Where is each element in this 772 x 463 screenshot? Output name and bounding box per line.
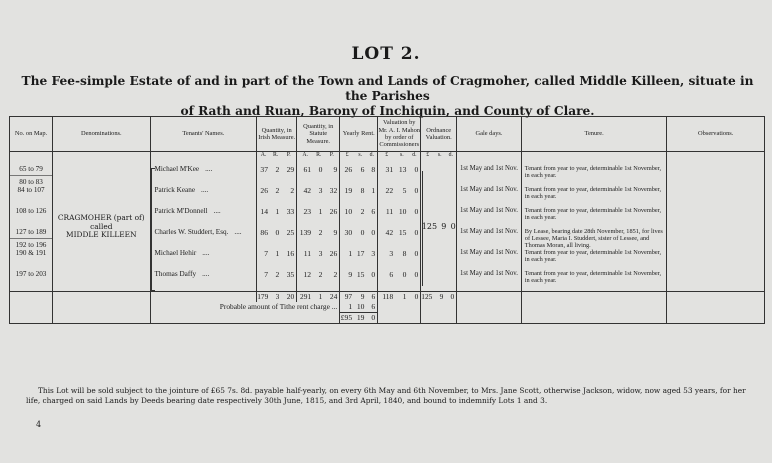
value-vd: 0 — [414, 207, 419, 216]
page-number: 4 — [36, 420, 42, 429]
value-vl: 31 — [378, 165, 395, 186]
value-rd: 6 — [371, 207, 376, 216]
total-rs: 9 — [354, 292, 366, 303]
value-rl: 9 — [340, 270, 354, 292]
value-rd: 3 — [371, 249, 376, 258]
leader-dots: .... — [205, 165, 213, 173]
unit-d: d. — [448, 152, 453, 158]
tenant-name-text: Thomas Daffy — [154, 270, 197, 278]
observations-cell — [667, 270, 765, 292]
net-s: 19 — [354, 312, 366, 324]
blank — [521, 312, 667, 324]
leader-dots: .... — [201, 186, 209, 194]
total-sp: 24 — [324, 292, 339, 303]
value-vs: 0 — [402, 270, 407, 279]
table-row — [10, 186, 765, 207]
total-od: 0 — [445, 292, 456, 303]
map-number: 84 to 107 — [17, 186, 45, 194]
leader-dots: .... — [234, 228, 242, 236]
value-rl: 10 — [340, 207, 354, 228]
total-ip: 20 — [281, 292, 296, 303]
blank — [53, 312, 150, 324]
value-sa: 12 — [297, 270, 313, 292]
observations-cell — [667, 186, 765, 207]
value-sa: 11 — [297, 249, 313, 270]
blank — [421, 302, 434, 312]
map-numbers — [10, 270, 53, 292]
map-numbers — [10, 165, 53, 186]
map-number: 80 to 83 — [10, 175, 52, 186]
value-rs: 2 — [360, 207, 365, 216]
tenant-name — [150, 207, 257, 228]
value-rs: 0 — [360, 228, 365, 237]
total-vd: 0 — [408, 292, 420, 303]
value-sa: 42 — [297, 186, 313, 207]
gale-days: 1st May and 1st Nov. — [457, 165, 522, 186]
blank — [457, 292, 522, 303]
value-sa: 139 — [297, 228, 313, 249]
table-bottom — [10, 324, 765, 326]
unit-s: s. — [358, 152, 363, 158]
value-sp: 26 — [329, 207, 338, 216]
total-sr: 1 — [313, 292, 324, 303]
total-ir: 3 — [270, 292, 281, 303]
value-ir: 1 — [275, 207, 280, 216]
map-number: 108 to 126 — [15, 207, 47, 215]
tithe-row — [10, 302, 765, 312]
value-sp: 2 — [333, 270, 338, 279]
value-rs: 8 — [360, 186, 365, 195]
lot-title: LOT 2. — [351, 44, 421, 64]
ordnance-cell — [434, 165, 445, 186]
value-rd: 8 — [371, 165, 376, 174]
value-vd: 0 — [414, 249, 419, 258]
table-row — [10, 165, 765, 186]
gale-days: 1st May and 1st Nov. — [457, 270, 522, 292]
value-ir: 2 — [275, 165, 280, 174]
value-sp: 9 — [333, 165, 338, 174]
tithe-s: 10 — [356, 302, 365, 311]
gale-days: 1st May and 1st Nov. — [457, 249, 522, 270]
header-irish: Quantity, in Irish Measure. — [257, 117, 297, 152]
table-row — [10, 249, 765, 270]
map-number: 190 & 191 — [15, 249, 47, 257]
blank — [10, 302, 53, 312]
tenant-name-text: Patrick Keane — [154, 186, 196, 194]
value-ia: 86 — [257, 228, 270, 249]
unit-l: £ — [378, 152, 395, 166]
total-ia: 179 — [257, 292, 269, 301]
unit-r: R. — [272, 152, 279, 158]
denomination-block — [53, 214, 150, 240]
blank — [434, 302, 445, 312]
blank — [408, 312, 420, 324]
unit-p: P. — [329, 152, 334, 158]
denomination-line1: CRAGMOHER (part of) — [57, 213, 145, 223]
ordnance-cell — [434, 249, 445, 270]
header-denominations: Denominations. — [53, 117, 150, 152]
ordnance-s: 9 — [441, 222, 447, 232]
map-number: 197 to 203 — [15, 270, 47, 278]
value-vl: 3 — [378, 249, 395, 270]
ordnance-d: 0 — [450, 222, 456, 232]
blank — [457, 302, 522, 312]
tenure-text: Tenant from year to year, determinable 1st November, in each year. — [521, 270, 667, 292]
value-rs: 17 — [356, 249, 365, 258]
blank — [457, 312, 522, 324]
value-sp: 32 — [329, 186, 338, 195]
tenant-name-text: Michael M'Kee — [154, 165, 200, 173]
observations-cell — [667, 228, 765, 249]
unit-l: £ — [421, 152, 434, 166]
tenure-text: Tenant from year to year, determinable 1st November, in each year. — [521, 165, 667, 186]
map-number: 65 to 79 — [19, 165, 43, 173]
unit-a: A. — [297, 152, 313, 166]
unit-d: d. — [412, 152, 417, 158]
blank — [445, 302, 456, 312]
total-rl: 97 — [340, 292, 354, 303]
ordnance-brace — [419, 171, 423, 286]
value-rd: 0 — [371, 270, 376, 279]
blank — [10, 292, 53, 303]
total-vl: 118 — [378, 292, 395, 303]
unit-s: s. — [399, 152, 404, 158]
value-ir: 0 — [275, 228, 280, 237]
blank — [10, 312, 53, 324]
ordnance-cell — [445, 186, 456, 207]
header-observations: Observations. — [667, 117, 765, 152]
gale-days: 1st May and 1st Nov. — [457, 228, 522, 249]
blank — [378, 302, 395, 312]
blank — [378, 312, 395, 324]
value-ia: 26 — [257, 186, 270, 207]
tithe-label: Probable amount of Tithe rent charge ... — [150, 302, 340, 312]
tenure-text: Tenant from year to year, determinable 1st November, in each year. — [521, 186, 667, 207]
estate-title-line1: The Fee-simple Estate of and in part of the Town and Lands of Cragmoher, called Middle Killeen, situate in the Parishes — [21, 74, 754, 103]
ordnance-cell — [445, 249, 456, 270]
value-sr: 3 — [318, 186, 323, 195]
value-ip: 25 — [286, 228, 295, 237]
total-rd: 6 — [366, 292, 377, 303]
ordnance-cell — [434, 186, 445, 207]
tenant-name-text: Charles W. Studdert, Esq. — [154, 228, 229, 236]
table-row — [10, 270, 765, 292]
blank — [53, 292, 150, 303]
value-rd: 1 — [371, 186, 376, 195]
header-map: No. on Map. — [10, 117, 53, 152]
ordnance-cell — [445, 270, 456, 292]
leader-dots: .... — [213, 207, 221, 215]
value-ip: 29 — [286, 165, 295, 174]
ordnance-l: 125 — [421, 222, 438, 232]
value-rd: 0 — [371, 228, 376, 237]
header-rent: Yearly Rent. — [340, 117, 378, 152]
denomination-cell — [53, 270, 150, 292]
value-ia: 37 — [257, 165, 270, 186]
header-valuation: Valuation by Mr. A. I. Mahon by order of Commissioners — [378, 117, 421, 152]
header-tenants: Tenants' Names. — [150, 117, 257, 152]
blank — [667, 312, 765, 324]
denomination-line2: called — [90, 221, 113, 231]
ordnance-cell — [434, 270, 445, 292]
total-os: 9 — [434, 292, 445, 303]
total-ol: 125 — [421, 292, 433, 301]
header-statute: Quantity, in Statute Measure. — [297, 117, 340, 152]
value-vs: 5 — [402, 186, 407, 195]
value-rs: 6 — [360, 165, 365, 174]
unit-p: P. — [286, 152, 291, 158]
net-l: £95 — [340, 312, 353, 322]
gale-days: 1st May and 1st Nov. — [457, 207, 522, 228]
value-ir: 1 — [275, 249, 280, 258]
blank — [667, 292, 765, 303]
map-numbers — [10, 249, 53, 270]
unit-d: d. — [369, 152, 374, 158]
map-number: 127 to 189 — [15, 228, 47, 236]
unit-a: A. — [257, 152, 270, 166]
blank — [667, 302, 765, 312]
units-row — [10, 152, 765, 166]
tenant-name — [150, 186, 257, 207]
blank — [445, 312, 456, 324]
value-vd: 0 — [414, 165, 419, 174]
value-rl: 26 — [340, 165, 354, 186]
header-ordnance: Ordnance Valuation. — [421, 117, 457, 152]
value-ia: 7 — [257, 270, 270, 292]
unit-l: £ — [340, 152, 354, 166]
value-ip: 16 — [286, 249, 295, 258]
blank — [434, 312, 445, 324]
value-rs: 15 — [356, 270, 365, 279]
value-rl: 1 — [340, 249, 354, 270]
tenant-name-text: Patrick M'Donnell — [154, 207, 208, 215]
tenure-text: By Lease, bearing date 28th November, 1851, for lives of Lessee, Maria I. Studdert, sister of Lessee, and Thomas Moran, all living. — [521, 228, 667, 249]
net-d: 0 — [366, 312, 377, 324]
value-ip: 2 — [290, 186, 295, 195]
value-sr: 2 — [318, 270, 323, 279]
tenant-name — [150, 270, 257, 292]
map-number: 192 to 196 — [10, 238, 52, 249]
value-sa: 23 — [297, 207, 313, 228]
value-vs: 10 — [398, 207, 407, 216]
value-ip: 33 — [286, 207, 295, 216]
value-vl: 22 — [378, 186, 395, 207]
total-sa: 291 — [297, 292, 313, 303]
observations-cell — [667, 165, 765, 186]
unit-r: R. — [316, 152, 322, 158]
observations-cell — [667, 249, 765, 270]
value-sr: 2 — [318, 228, 323, 237]
footer-note: This Lot will be sold subject to the jointure of £65 7s. 8d. payable half-yearly, on every 6th May and 6th November, to Mrs. Jane Scott, otherwise Jackson, widow, now aged 53 years, for her life, charged on said Lands by Deeds bearing date respectively 30th June, 1815, and 3rd April, 1840, and bound to indemnify Lots 1 and 3. — [26, 386, 746, 405]
blank — [150, 292, 257, 303]
tenant-name — [150, 165, 257, 186]
observations-cell — [667, 207, 765, 228]
value-sa: 61 — [297, 165, 313, 186]
tenant-name — [150, 228, 257, 249]
value-sr: 0 — [318, 165, 323, 174]
tenant-bracket — [151, 168, 155, 291]
total-vs: 1 — [395, 292, 408, 303]
blank — [395, 302, 408, 312]
denomination-cell — [53, 165, 150, 186]
map-numbers — [10, 186, 53, 207]
value-sr: 1 — [318, 207, 323, 216]
blank — [521, 292, 667, 303]
leader-dots: .... — [202, 249, 210, 257]
header-tenure: Tenure. — [521, 117, 667, 152]
map-numbers — [10, 207, 53, 228]
denomination-cell — [53, 186, 150, 207]
blank — [395, 312, 408, 324]
gale-days: 1st May and 1st Nov. — [457, 186, 522, 207]
blank — [521, 302, 667, 312]
value-vd: 0 — [414, 186, 419, 195]
tenant-name-text: Michael Hehir — [154, 249, 197, 257]
blank — [408, 302, 420, 312]
totals-row — [10, 292, 765, 303]
value-vd: 0 — [414, 270, 419, 279]
value-rl: 19 — [340, 186, 354, 207]
value-ir: 2 — [275, 270, 280, 279]
tithe-l: 1 — [340, 302, 354, 312]
blank — [53, 302, 150, 312]
tithe-d: 6 — [371, 302, 376, 311]
value-vl: 11 — [378, 207, 395, 228]
tenure-text: Tenant from year to year, determinable 1st November, in each year. — [521, 249, 667, 270]
unit-s: s. — [437, 152, 442, 158]
value-ia: 7 — [257, 249, 270, 270]
value-ia: 14 — [257, 207, 270, 228]
map-numbers — [10, 228, 53, 249]
value-vl: 6 — [378, 270, 395, 292]
blank — [150, 312, 340, 324]
estate-title-line2: of Rath and Ruan, Barony of Inchiquin, and County of Clare. — [180, 104, 595, 118]
value-sp: 9 — [333, 228, 338, 237]
tenure-text: Tenant from year to year, determinable 1st November, in each year. — [521, 207, 667, 228]
value-vl: 42 — [378, 228, 395, 249]
blank — [421, 312, 434, 324]
value-rl: 30 — [340, 228, 354, 249]
estate-title — [20, 74, 755, 119]
value-sr: 3 — [318, 249, 323, 258]
value-ip: 35 — [286, 270, 295, 279]
value-ir: 2 — [275, 186, 280, 195]
value-vs: 13 — [398, 165, 407, 174]
value-sp: 26 — [329, 249, 338, 258]
value-vd: 0 — [414, 228, 419, 237]
header-gale: Gale days. — [457, 117, 522, 152]
denomination-cell — [53, 249, 150, 270]
denomination-line3: MIDDLE KILLEEN — [66, 230, 137, 240]
leader-dots: .... — [202, 270, 210, 278]
ordnance-bracket — [422, 222, 456, 231]
net-row — [10, 312, 765, 324]
header-row — [10, 117, 765, 152]
tenant-name — [150, 249, 257, 270]
blank — [10, 324, 765, 326]
value-vs: 8 — [402, 249, 407, 258]
value-vs: 15 — [398, 228, 407, 237]
ordnance-cell — [445, 165, 456, 186]
